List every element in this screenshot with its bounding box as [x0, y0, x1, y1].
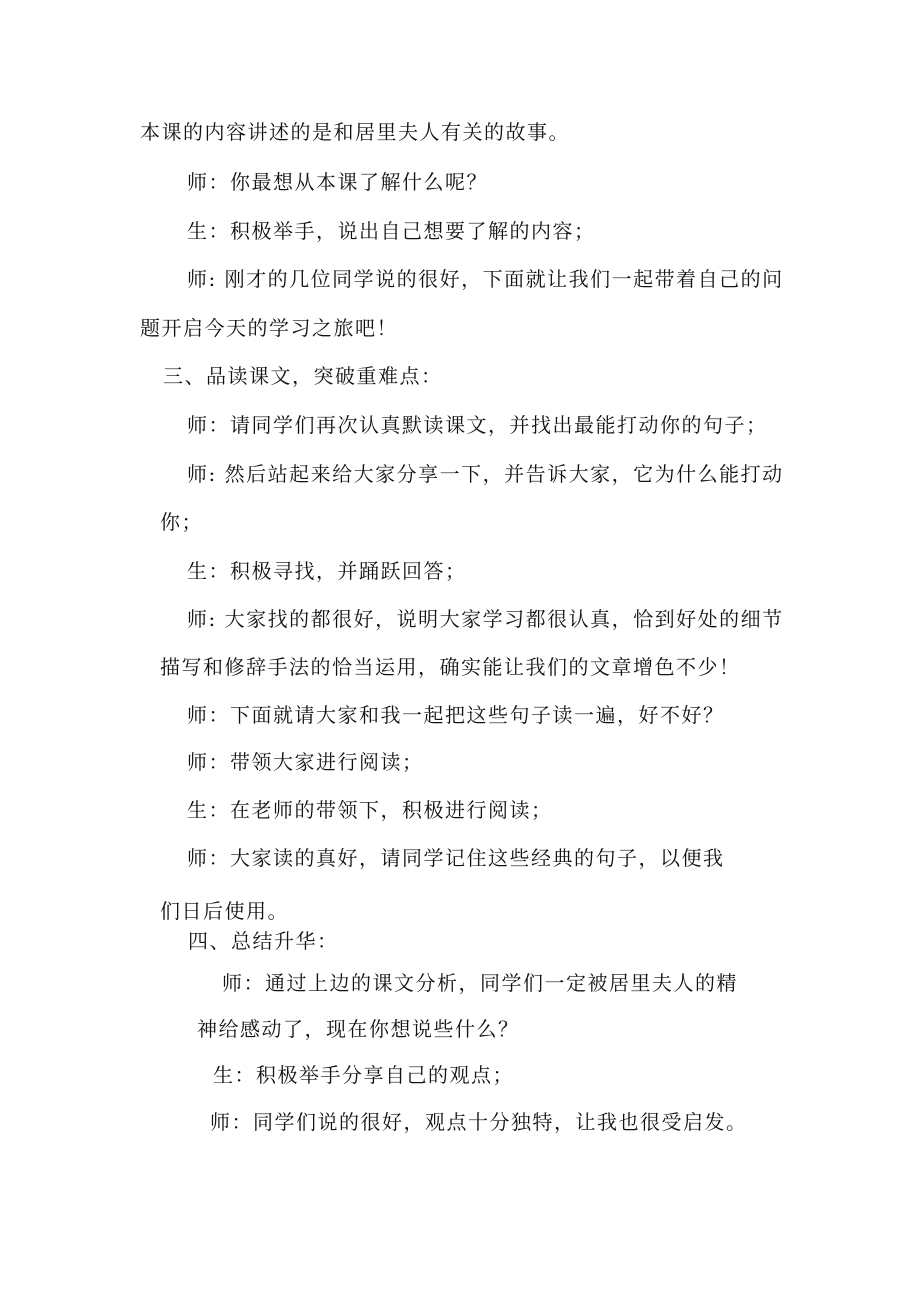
text-line: 师：请同学们再次认真默读课文，并找出最能打动你的句子； [187, 413, 768, 437]
text-line: 师：大家读的真好，请同学记住这些经典的句子，以便我 [187, 846, 725, 870]
text-line: 师：同学们说的很好，观点十分独特，让我也很受启发。 [210, 1110, 748, 1134]
text-line: 师：你最想从本课了解什么呢？ [187, 170, 488, 194]
text-line: 师：通过上边的课文分析，同学们一定被居里夫人的精 [222, 971, 738, 995]
text-line: 生：积极举手分享自己的观点； [213, 1063, 514, 1087]
section-heading: 四、总结升华： [188, 929, 339, 953]
section-heading: 三、品读课文，突破重难点： [163, 364, 443, 388]
text-line: 师: 刚才的几位同学说的很好，下面就让我们一起带着自己的问 [187, 267, 784, 291]
text-line: 生：积极举手，说出自己想要了解的内容； [187, 219, 596, 243]
text-line: 生：积极寻找，并踊跃回答； [187, 559, 467, 583]
text-line: 描写和修辞手法的恰当运用，确实能让我们的文章增色不少！ [160, 655, 741, 679]
text-line: 本课的内容讲述的是和居里夫人有关的故事。 [140, 120, 570, 144]
text-line: 神给感动了，现在你想说些什么？ [197, 1017, 520, 1041]
text-line: 师：带领大家进行阅读； [187, 750, 424, 774]
text-line: 师：下面就请大家和我一起把这些句子读一遍，好不好？ [187, 703, 725, 727]
text-line: 题开启今天的学习之旅吧！ [140, 316, 398, 340]
text-line: 师: 大家找的都很好，说明大家学习都很认真，恰到好处的细节 [187, 607, 784, 631]
text-line: 生：在老师的带领下，积极进行阅读； [187, 798, 553, 822]
text-line: 们日后使用。 [160, 899, 289, 923]
text-line: 你； [160, 510, 203, 534]
text-line: 师: 然后站起来给大家分享一下，并告诉大家，它为什么能打动 [187, 462, 784, 486]
